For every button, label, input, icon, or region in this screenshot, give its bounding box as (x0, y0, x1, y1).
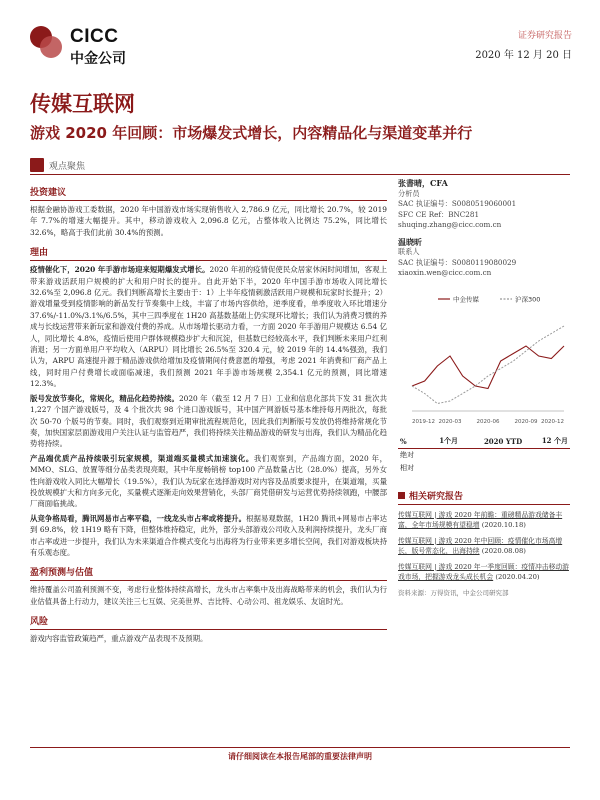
table-row (398, 462, 570, 475)
analyst-1-line: SAC 执证编号：S0080519060001 (398, 199, 517, 208)
table-cell (425, 448, 460, 462)
table-header-row (398, 435, 570, 449)
analyst-1-line: SFC CE Ref：BNC281 (398, 209, 480, 219)
table-header: % (400, 436, 407, 446)
reason-lead-2: 版号发放节奏化，常规化，精品化趋势持续。 (30, 393, 179, 403)
footer-divider (30, 747, 570, 748)
cicc-logo-icon (30, 26, 62, 58)
report-type: 证券研究报告 (517, 31, 572, 41)
valuation-text: 维持覆盖公司盈利预测不变，考虑行业整体持续高增长，龙头市占率集中及出海战略带来的机会，我们认为行业估值具备上行动力，建议关注三七互娱、完美世界、吉比特、心动公司、祖龙娱乐、友谊时光。 (30, 585, 387, 606)
reason-para-4 (30, 513, 387, 559)
reason-para-3 (30, 453, 387, 510)
table-cell (524, 448, 570, 462)
related-heading (398, 489, 570, 505)
performance-chart-svg (398, 289, 570, 429)
side-column (398, 178, 570, 597)
chart-x-tick-label: 2020-06 (476, 418, 500, 425)
chart-legend-label: 中金传媒 (453, 295, 479, 303)
related-research (398, 489, 570, 597)
reason-para-1 (30, 264, 387, 389)
chart-x-tick-label: 2020-12 (541, 418, 564, 425)
header-meta (475, 28, 572, 61)
chart-x-tick-label: 2020-09 (514, 418, 538, 425)
footer-disclaimer: 请仔细阅读在本报告尾部的重要法律声明 (228, 751, 372, 761)
chart-legend-label: 沪深300 (515, 295, 541, 303)
related-date: (2020.04.20) (495, 572, 540, 581)
logo-en: CICC (70, 26, 119, 47)
table-cell (524, 462, 570, 475)
related-link[interactable]: 传媒互联网 | 游戏 2020 年中回顾：疫情催化市场高增长，版号常态化，出海持续 (398, 536, 563, 555)
analyst-1-email[interactable]: shuqing.zhang@cicc.com.cn (398, 220, 502, 229)
investment-heading: 投资建议 (30, 185, 387, 201)
related-heading-label: 相关研究报告 (409, 491, 464, 502)
investment-text: 根据金融协游戏工委数据，2020 年中国游戏市场实现销售收入 2,786.9 亿元，同比增长 20.7%，较 2019 年 7.7%的增速大幅提升。其中，移动游戏收入 2,096.8 亿元，占整体收入比例达 75.2%，同比增长 32.6%，略高于我们此前 30.4%的预测。 (30, 205, 387, 237)
related-source: 资料来源：万得资讯，中金公司研究部 (398, 588, 509, 597)
topic-type-label: 观点聚焦 (49, 161, 86, 172)
table-cell (460, 448, 524, 462)
square-bullet-icon (398, 492, 405, 499)
related-item (398, 562, 570, 582)
reason-lead-3: 产品端优质产品持续吸引玩家规模，渠道端买量模式加速演化。 (30, 453, 254, 463)
topic-type-icon (30, 158, 44, 172)
cicc-logo (30, 26, 180, 70)
reason-lead-4: 从竞争格局看，腾讯网易市占率平稳，一线龙头市占率或将提升。 (30, 513, 247, 523)
chart-x-tick-label: 2019-12 (412, 418, 435, 425)
related-date: (2020.08.08) (481, 546, 526, 555)
reason-para-2 (30, 393, 387, 450)
analyst-1 (398, 178, 570, 231)
related-item (398, 536, 570, 556)
related-link[interactable]: 传媒互联网 | 游戏 2020 年前瞻：重磅精品游戏储备丰富，全年市场规模有望稳增 (398, 510, 563, 529)
table-cell: 绝对 (400, 451, 414, 459)
related-date: (2020.10.18) (481, 520, 526, 529)
reason-body-2: 2020 年（截至 12 月 7 日）工业和信息化部共下发 31 批次共 1,227 个国产游戏版号，及 4 个批次共 98 个进口游戏版号，其中国产网游版号基本维持每月两批次，每批次 50-70 个版号的节奏。同时，我们观察到近期审批流程规范化，因此我们判断版号发放仍将维持常规化节奏，加快国家层面游戏用户关注认证与监管趋严，我们将持续关注精品游戏的研发与出海，我们认为精品化趋势将持续。 (30, 393, 387, 449)
reasons-heading: 理由 (30, 245, 387, 261)
valuation-heading: 盈利预测与估值 (30, 565, 387, 581)
chart-x-tick-label: 2020-03 (438, 418, 462, 425)
risk-text: 游戏内容监管政策趋严，重点游戏产品表现不及预期。 (30, 634, 208, 644)
chart-series-line (412, 346, 564, 389)
reason-lead-1: 疫情催化下，2020 年手游市场迎来短期爆发式增长。 (30, 265, 210, 275)
related-link[interactable]: 传媒互联网 | 游戏 2020 年一季度回顾：疫情冲击移动游戏市场，把握游戏龙头成长机会 (398, 562, 569, 581)
title-divider (30, 174, 570, 175)
main-column (30, 178, 387, 742)
risk-heading: 风险 (30, 614, 387, 630)
analyst-2-line: SAC 执证编号：S0080119080029 (398, 257, 517, 267)
reason-body-3: 我们观察到，产品端方面，2020 年，MMO、SLG、放置等细分品类表现亮眼，其中年度畅销榜 top100 产品数量占比（28.0%）提高，另外女性向游戏收入同比大幅增长（19.5%），我们认为玩家在选择游戏时对内容及品质要求提升，在渠道端，买量投放规模扩大和方向多元化，买量模式逐渐走向效果营销化，头部厂商凭借研发与运营优势持续领跑，中腰部厂商面临挑战。 (30, 453, 387, 509)
table-header: 2020 YTD (483, 436, 523, 446)
chart-series-line (412, 326, 564, 404)
table-cell (460, 462, 524, 475)
report-date: 2020 年 12 月 20 日 (475, 50, 572, 61)
analyst-2 (398, 237, 570, 279)
reason-body-4: 根据易观数据，1H20 腾讯+网易市占率达到 69.8%，较 1H19 略有下降，但整体维持稳定，此外，部分头部游戏公司收入及利润持续提升，龙头厂商市占率或进一步提升，我们认为未来渠道合作模式变化与出海将为行业带来更多增长空间，我们对游戏板块持有乐观态度。 (30, 513, 387, 557)
table-cell: 相对 (400, 464, 414, 472)
table-cell (425, 462, 460, 475)
analyst-1-name: 张書晴，CFA (398, 178, 448, 188)
table-header: 12 个月 (541, 436, 568, 445)
analyst-2-line: 联系人 (398, 247, 420, 256)
logo-cn: 中金公司 (70, 51, 126, 67)
sector-title: 传媒互联网 (30, 92, 135, 116)
performance-chart (398, 289, 570, 429)
table-header: 1个月 (439, 436, 459, 445)
analyst-2-name: 温晓昕 (398, 236, 422, 247)
table-row (398, 448, 570, 462)
analyst-1-line: 分析员 (398, 188, 420, 198)
analyst-2-email[interactable]: xiaoxin.wen@cicc.com.cn (398, 268, 492, 277)
reason-body-1: 2020 年初的疫情促使民众居家休闲时间增加，客观上带来游戏活跃用户规模的扩大和用户时长的提升。自此开始下半，2020 年中国手游市场收入同比增长 32.6%至 2,096.8 亿元。我们判断高增长主要由于：1）上半年疫情刺激活跃用户规模和玩家时长提升；2）游戏增量受到疫情影响的新品发行节奏集中上线，丰富了市场内容供给，逆季度看，单季度收入环比增速分 37.6%/-11.0%/3.1%/6.5%，其中三四季度在 1H20 高基数基础上仍实现环比增长；我们认为消费习惯的养成与长线运营带来新玩家和游戏付费的养成。从市场增长驱动力看，一方面 2020 年手游用户规模达 6.54 亿人，同比增长 4.8%，疫情后使用户群体规模稳步扩大和沉淀，但基数已经较高水平，我们判断未来用户红利消退；另一方面单用户平均收入（ARPU）同比增长 26.5%至 320.4 元，较 2019 年的 14.4%强劲，我们认为，ARPU 高速提升源于精品游戏供给增加及疫情期间付费意愿的增强，考虑 2021 年消费和厂商产品上线，同时用户付费增长或面临减速，我们预测 2021 年手游市场规模 2,354.1 亿元的预测，同比增速 12.3%。 (30, 265, 387, 389)
topic-type (30, 158, 85, 172)
report-title: 游戏 2020 年回顾：市场爆发式增长，内容精品化与渠道变革并行 (30, 124, 473, 142)
related-item (398, 510, 570, 530)
performance-table (398, 435, 570, 475)
